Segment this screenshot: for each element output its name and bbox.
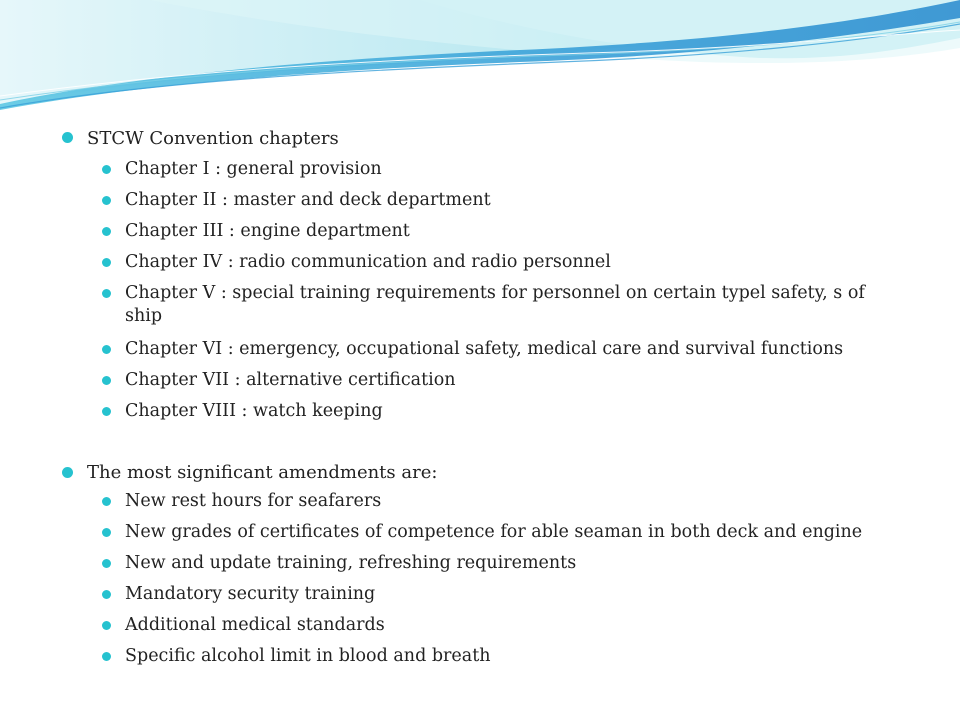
list-item-bullet [102, 345, 111, 354]
list-item-bullet [102, 621, 111, 630]
list-item-bullet [102, 165, 111, 174]
list-item: Chapter VIII : watch keeping [125, 401, 383, 421]
list-item: Chapter VI : emergency, occupational safety, medical care and survival functions [125, 339, 844, 359]
list-item-bullet [102, 196, 111, 205]
list-item-bullet [102, 407, 111, 416]
list-item-bullet [102, 559, 111, 568]
list-item: Mandatory security training [125, 584, 376, 604]
section-1-heading: STCW Convention chapters [87, 128, 339, 149]
section-2-heading: The most significant amendments are: [87, 462, 438, 483]
list-item-bullet [102, 528, 111, 537]
list-item-bullet [102, 590, 111, 599]
list-item-bullet [102, 497, 111, 506]
list-item-bullet [102, 227, 111, 236]
list-item: New and update training, refreshing requirements [125, 553, 577, 573]
list-item: Chapter V : special training requirements for personnel on certain typel safety, s of ship [125, 283, 865, 326]
list-item: Chapter VII : alternative certification [125, 370, 456, 390]
list-item: Chapter II : master and deck department [125, 190, 491, 210]
list-item: Additional medical standards [125, 615, 385, 635]
list-item: New rest hours for seafarers [125, 491, 382, 511]
section-2-bullet [62, 467, 73, 478]
list-item-bullet [102, 258, 111, 267]
list-item: Specific alcohol limit in blood and breath [125, 646, 491, 666]
list-item-bullet [102, 376, 111, 385]
list-item-bullet [102, 289, 111, 298]
list-item-bullet [102, 652, 111, 661]
list-item: Chapter IV : radio communication and radio personnel [125, 252, 611, 272]
section-1-bullet [62, 132, 73, 143]
list-item: Chapter III : engine department [125, 221, 410, 241]
list-item: Chapter I : general provision [125, 159, 382, 179]
list-item: New grades of certificates of competence for able seaman in both deck and engine [125, 522, 863, 542]
